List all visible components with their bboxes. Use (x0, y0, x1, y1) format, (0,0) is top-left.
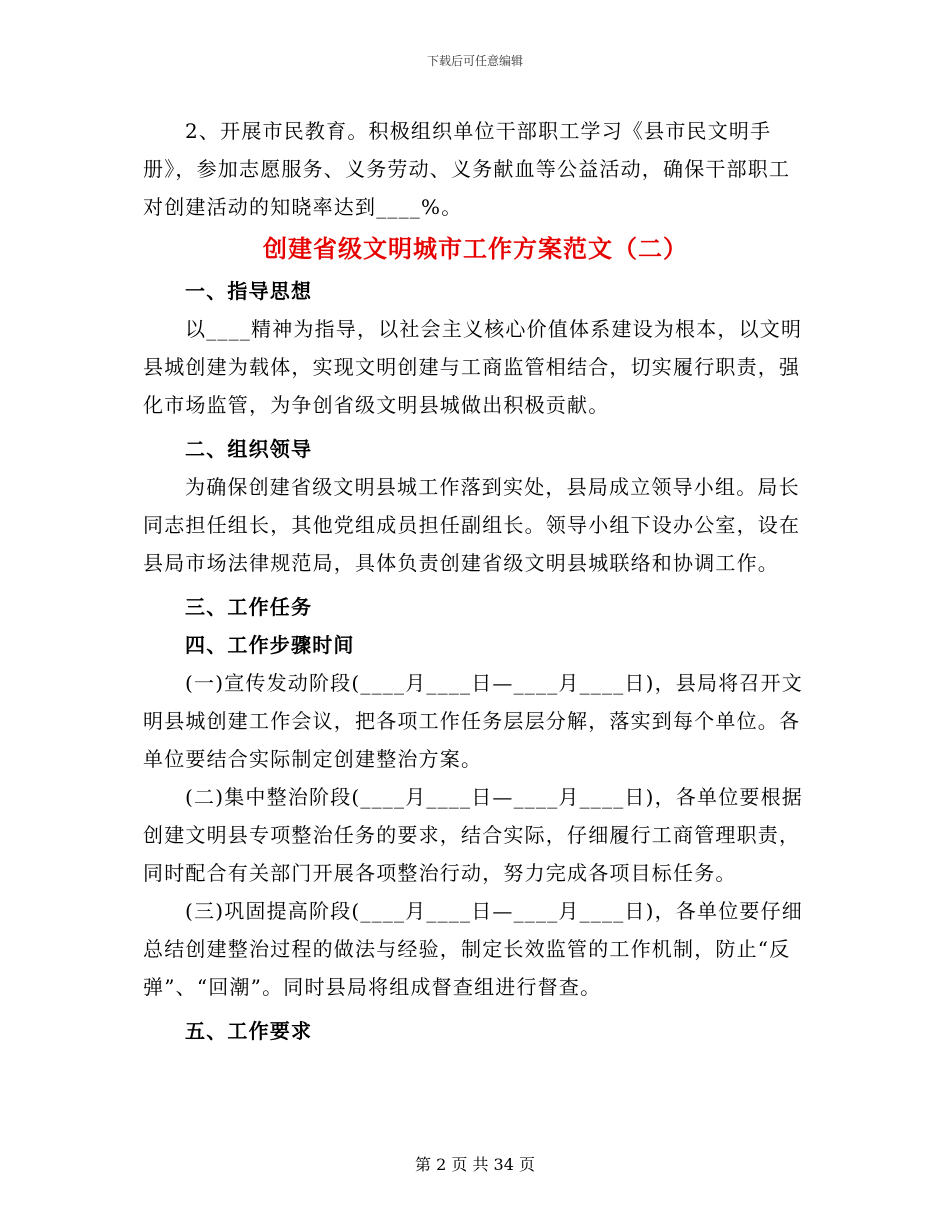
paragraph-stage-1: (一)宣传发动阶段(____月____日—____月____日)，县局将召开文明县城创建工作会议，把各项工作任务层层分解，落实到每个单位。各单位要结合实际制定创建整治方案。 (143, 671, 804, 771)
paragraph-organization: 为确保创建省级文明县城工作落到实处，县局成立领导小组。局长同志担任组长，其他党组成员担任副组长。领导小组下设办公室，设在县局市场法律规范局，具体负责创建省级文明县城联络和协调工作。 (143, 475, 801, 575)
heading-work-steps: 四、工作步骤时间 (185, 633, 355, 657)
heading-work-tasks: 三、工作任务 (185, 595, 313, 619)
document-body (143, 112, 808, 1050)
section-title: 创建省级文明城市工作方案范文（二） (263, 235, 688, 263)
heading-work-requirements: 五、工作要求 (185, 1019, 313, 1043)
paragraph-stage-2: (二)集中整治阶段(____月____日—____月____日)，各单位要根据创建文明县专项整治任务的要求，结合实际，仔细履行工商管理职责，同时配合有关部门开展各项整治行动，努力完成各项目标任务。 (143, 785, 804, 885)
paragraph-stage-3: (三)巩固提高阶段(____月____日—____月____日)，各单位要仔细总结创建整治过程的做法与经验，制定长效监管的工作机制，防止“反弹”、“回潮”。同时县局将组成督查组进行督查。 (143, 899, 804, 999)
page-footer: 第 2 页 共 34 页 (415, 1155, 535, 1174)
page-header: 下载后可任意编辑 (426, 54, 523, 68)
paragraph-citizen-education: 2、开展市民教育。积极组织单位干部职工学习《县市民文明手册》，参加志愿服务、义务劳动、义务献血等公益活动，确保干部职工对创建活动的知晓率达到____%。 (143, 119, 791, 219)
heading-organization: 二、组织领导 (185, 437, 313, 461)
paragraph-guiding-ideology: 以____精神为指导，以社会主义核心价值体系建设为根本，以文明县城创建为载体，实现文明创建与工商监管相结合，切实履行职责，强化市场监管，为争创省级文明县城做出积极贡献。 (143, 317, 803, 417)
heading-guiding-ideology: 一、指导思想 (185, 279, 313, 303)
